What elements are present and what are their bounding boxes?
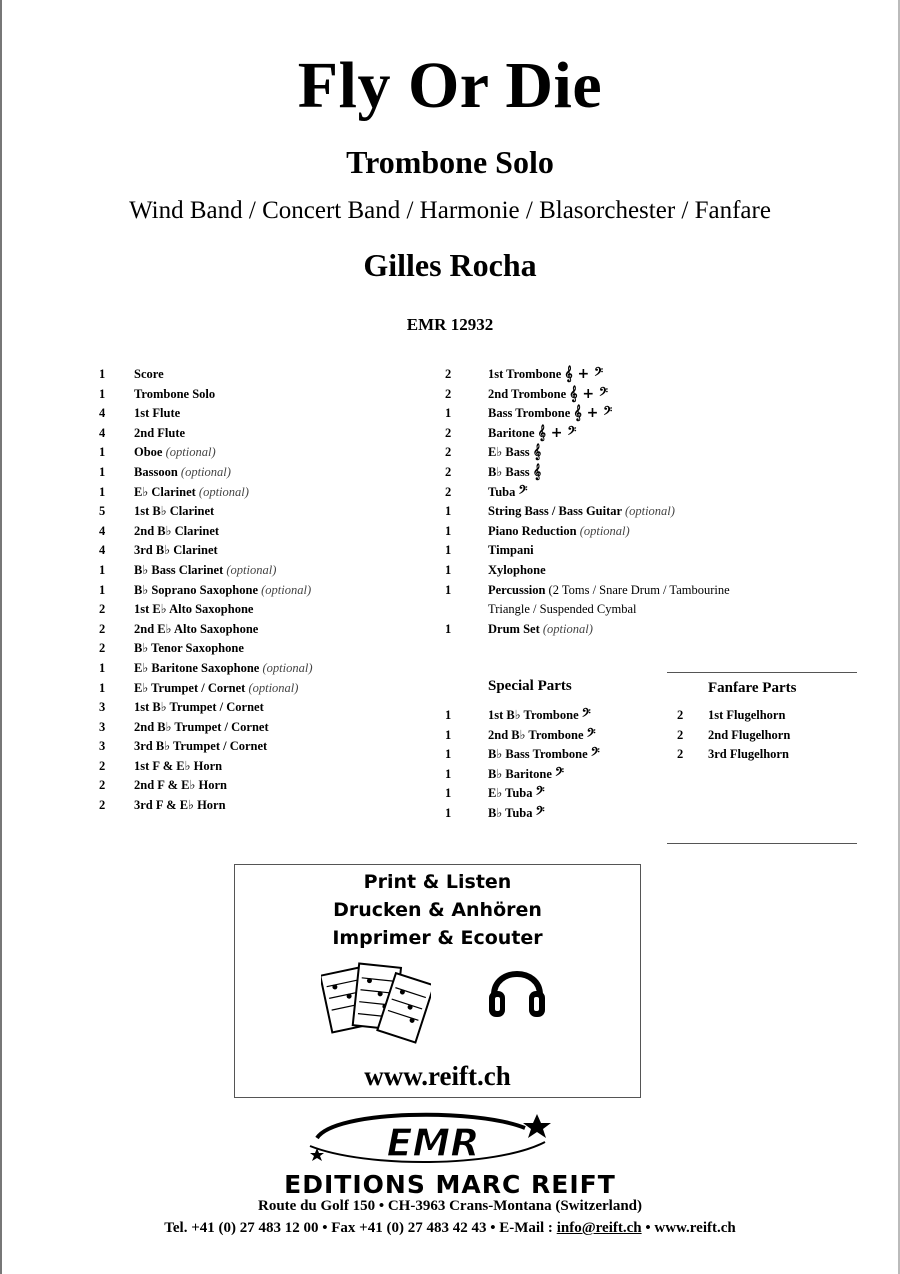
part-row [445, 502, 865, 522]
part-row [99, 404, 429, 424]
parts-list-left [99, 365, 429, 816]
part-quantity: 5 [99, 504, 106, 519]
part-row [99, 365, 429, 385]
part-name: 2nd Flute [134, 425, 186, 440]
part-name: Bass Trombone [488, 406, 571, 421]
promo-line-french: Imprimer & Ecouter [332, 927, 543, 949]
part-name: B♭ Bass Trombone [488, 747, 588, 762]
part-quantity: 1 [445, 406, 452, 421]
part-row [99, 385, 429, 405]
part-row [445, 365, 865, 385]
part-row [99, 424, 429, 444]
optional-tag: (optional) [248, 680, 299, 695]
part-quantity: 2 [445, 464, 452, 479]
part-quantity: 1 [445, 708, 452, 722]
part-quantity: 1 [445, 805, 452, 820]
part-quantity: 3 [99, 739, 106, 754]
part-name: Trombone Solo [134, 386, 216, 401]
part-name: String Bass / Bass Guitar [488, 504, 622, 519]
optional-tag: (optional) [226, 562, 277, 577]
email-link[interactable]: info@reift.ch [556, 1220, 642, 1236]
part-name: B♭ Tuba [488, 805, 533, 820]
part-quantity: 4 [99, 425, 106, 440]
part-name: 2nd F & E♭ Horn [134, 778, 227, 793]
optional-tag: (optional) [262, 660, 313, 675]
part-quantity: 1 [445, 504, 452, 519]
part-row [445, 706, 675, 726]
part-quantity: 2 [445, 484, 452, 499]
part-row [445, 784, 675, 804]
clef-icon: 𝄢 [535, 804, 545, 821]
part-name: Baritone [488, 425, 535, 440]
part-quantity: 1 [99, 484, 106, 499]
fanfare-parts-list [677, 706, 857, 765]
page-title: Fly Or Die [297, 49, 603, 122]
part-row [99, 718, 429, 738]
promo-line-english: Print & Listen [363, 871, 512, 893]
part-quantity: 1 [99, 582, 106, 597]
part-name: B♭ Tenor Saxophone [134, 641, 244, 656]
clef-icon: 𝄞 + 𝄢 [537, 424, 577, 441]
part-row [445, 600, 865, 620]
part-quantity: 3 [99, 719, 106, 734]
publisher-name: EDITIONS MARC REIFT [284, 1170, 616, 1199]
part-name: 2nd B♭ Trumpet / Cornet [134, 719, 269, 734]
part-name: Oboe [134, 445, 163, 460]
emr-logo [305, 1108, 560, 1170]
part-quantity: 1 [445, 766, 452, 781]
part-row [677, 745, 857, 765]
part-quantity: 1 [445, 543, 452, 558]
part-name: Percussion [488, 582, 546, 597]
part-row [445, 424, 865, 444]
part-row [445, 443, 865, 463]
part-name: Tuba [488, 484, 516, 499]
special-parts-title: Special Parts [488, 678, 572, 694]
optional-tag: (optional) [180, 464, 231, 479]
part-row [445, 804, 675, 824]
part-row [99, 698, 429, 718]
part-quantity: 2 [445, 386, 452, 401]
part-quantity: 4 [99, 406, 106, 421]
part-name: Bassoon [134, 464, 178, 479]
part-name: B♭ Soprano Saxophone [134, 582, 258, 597]
part-row [99, 679, 429, 699]
part-name: Score [134, 367, 164, 381]
part-row [677, 706, 857, 726]
part-row [99, 639, 429, 659]
divider-rule [667, 843, 857, 844]
part-name: B♭ Bass [488, 464, 530, 479]
part-quantity: 2 [99, 641, 106, 656]
part-name: Timpani [488, 543, 534, 558]
part-name: 1st E♭ Alto Saxophone [134, 602, 254, 617]
part-row [445, 522, 865, 542]
parts-list-middle [445, 365, 865, 639]
part-quantity: 1 [445, 786, 452, 801]
contact-line [0, 1220, 900, 1237]
part-name: 3rd Flugelhorn [708, 747, 789, 762]
special-parts-list [445, 706, 675, 824]
optional-tag: (optional) [165, 445, 216, 460]
part-quantity: 1 [445, 582, 452, 597]
part-row [677, 726, 857, 746]
logo-text: EMR [386, 1121, 480, 1165]
part-name: E♭ Tuba [488, 786, 533, 801]
part-name: Drum Set [488, 621, 540, 636]
part-detail: Triangle / Suspended Cymbal [488, 602, 637, 617]
part-row [99, 502, 429, 522]
part-row [99, 581, 429, 601]
part-quantity: 3 [99, 700, 106, 715]
clef-icon: 𝄞 + 𝄢 [569, 385, 609, 402]
promo-url[interactable]: www.reift.ch [364, 1061, 511, 1091]
part-row [445, 726, 675, 746]
part-name: B♭ Bass Clarinet [134, 562, 224, 577]
sheet-music-icon [321, 960, 431, 1052]
part-name: 1st Trombone [488, 367, 562, 381]
part-row [99, 776, 429, 796]
part-row [445, 561, 865, 581]
part-name: 3rd B♭ Trumpet / Cornet [134, 739, 268, 754]
part-name: 1st B♭ Trombone [488, 708, 579, 722]
part-row [445, 745, 675, 765]
part-quantity: 2 [99, 621, 106, 636]
part-row [99, 443, 429, 463]
part-name: E♭ Clarinet [134, 484, 196, 499]
part-quantity: 2 [677, 747, 684, 762]
part-quantity: 1 [99, 660, 106, 675]
part-name: 1st F & E♭ Horn [134, 758, 223, 773]
part-quantity: 2 [445, 367, 452, 381]
ensemble-line: Wind Band / Concert Band / Harmonie / Blasorchester / Fanfare [129, 197, 771, 224]
part-row [99, 796, 429, 816]
part-name: 3rd B♭ Clarinet [134, 543, 218, 558]
part-quantity: 1 [445, 562, 452, 577]
catalog-number: EMR 12932 [406, 315, 494, 334]
part-row [99, 659, 429, 679]
clef-icon: 𝄞 [532, 463, 542, 480]
part-quantity: 1 [99, 680, 106, 695]
part-quantity: 2 [677, 727, 684, 742]
part-name: E♭ Baritone Saxophone [134, 660, 260, 675]
part-row [99, 600, 429, 620]
part-quantity: 2 [99, 602, 106, 617]
part-quantity: 2 [99, 778, 106, 793]
part-name: 2nd E♭ Alto Saxophone [134, 621, 259, 636]
part-name: 2nd Flugelhorn [708, 727, 791, 742]
part-row [99, 737, 429, 757]
part-quantity: 1 [99, 367, 106, 381]
part-quantity: 1 [445, 727, 452, 742]
part-row [99, 522, 429, 542]
part-name: E♭ Trumpet / Cornet [134, 680, 246, 695]
part-quantity: 2 [445, 445, 452, 460]
optional-tag: (optional) [261, 582, 312, 597]
clef-icon: 𝄢 [586, 726, 596, 743]
promo-line-german: Drucken & Anhören [333, 899, 542, 921]
part-name: 2nd Trombone [488, 386, 567, 401]
clef-icon: 𝄢 [581, 707, 591, 723]
part-name: 1st Flugelhorn [708, 708, 786, 722]
headphones-icon [486, 957, 548, 1023]
part-name: 1st B♭ Trumpet / Cornet [134, 700, 264, 715]
part-quantity: 1 [445, 621, 452, 636]
part-name: 2nd B♭ Clarinet [134, 523, 220, 538]
optional-tag: (optional) [624, 504, 675, 519]
part-name: E♭ Bass [488, 445, 530, 460]
part-name: B♭ Baritone [488, 766, 552, 781]
part-row [445, 541, 865, 561]
part-name: Piano Reduction [488, 523, 577, 538]
clef-icon: 𝄢 [555, 765, 565, 782]
part-quantity: 1 [99, 464, 106, 479]
part-quantity: 2 [445, 425, 452, 440]
clef-icon: 𝄢 [590, 746, 600, 763]
part-row [445, 620, 865, 640]
part-quantity: 2 [99, 758, 106, 773]
print-listen-box [234, 864, 641, 1098]
part-name: 1st B♭ Clarinet [134, 504, 215, 519]
optional-tag: (optional) [579, 523, 630, 538]
part-row [445, 581, 865, 601]
part-row [445, 385, 865, 405]
clef-icon: 𝄢 [535, 785, 545, 802]
part-row [445, 404, 865, 424]
clef-icon: 𝄞 + 𝄢 [564, 366, 604, 382]
part-quantity: 4 [99, 543, 106, 558]
part-name: Xylophone [488, 562, 546, 577]
part-quantity: 1 [445, 747, 452, 762]
contact-website: • www.reift.ch [641, 1220, 736, 1236]
clef-icon: 𝄞 [532, 444, 542, 461]
optional-tag: (optional) [198, 484, 249, 499]
part-quantity: 1 [99, 562, 106, 577]
composer-name: Gilles Rocha [363, 247, 537, 283]
part-row [99, 757, 429, 777]
part-name: 2nd B♭ Trombone [488, 727, 584, 742]
part-quantity: 1 [445, 523, 452, 538]
part-row [445, 765, 675, 785]
part-row [445, 483, 865, 503]
part-name: 1st Flute [134, 406, 181, 421]
part-row [445, 463, 865, 483]
part-quantity: 2 [677, 708, 684, 722]
part-quantity: 1 [99, 386, 106, 401]
clef-icon: 𝄢 [518, 483, 528, 500]
part-row [99, 463, 429, 483]
publisher-address: Route du Golf 150 • CH-3963 Crans-Montana (Switzerland) [258, 1198, 642, 1214]
part-row [99, 483, 429, 503]
subtitle: Trombone Solo [346, 144, 554, 180]
contact-phone-fax: Tel. +41 (0) 27 483 12 00 • Fax +41 (0) 27 483 42 43 • E-Mail : [164, 1220, 557, 1236]
clef-icon: 𝄞 + 𝄢 [573, 405, 613, 422]
part-row [99, 561, 429, 581]
part-quantity: 1 [99, 445, 106, 460]
part-detail: (2 Toms / Snare Drum / Tambourine [548, 582, 730, 597]
part-name: 3rd F & E♭ Horn [134, 798, 226, 813]
part-row [99, 620, 429, 640]
divider-rule [667, 672, 857, 673]
fanfare-parts-title: Fanfare Parts [708, 680, 797, 696]
part-quantity: 4 [99, 523, 106, 538]
part-row [99, 541, 429, 561]
part-quantity: 2 [99, 798, 106, 813]
optional-tag: (optional) [542, 621, 593, 636]
